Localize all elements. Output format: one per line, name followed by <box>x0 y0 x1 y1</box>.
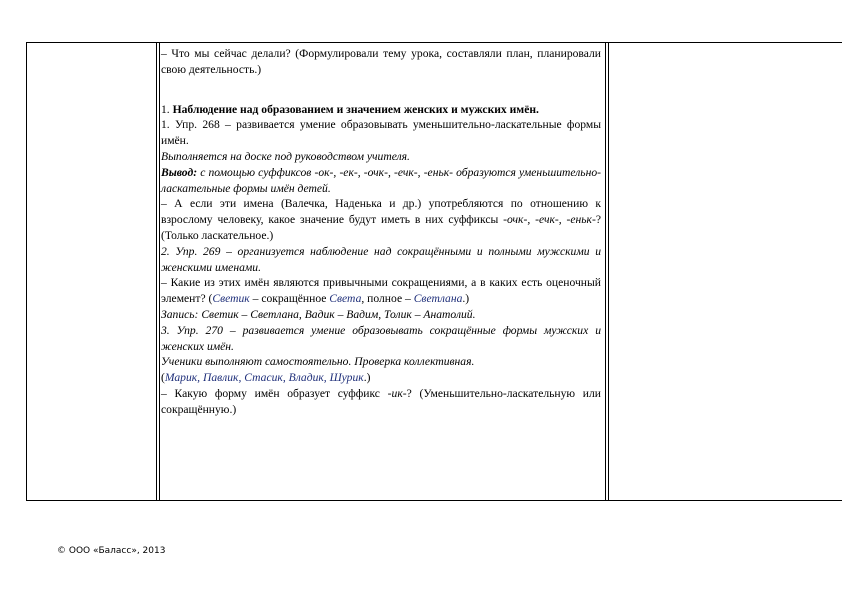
copyright-footer: © ООО «Баласс», 2013 <box>57 546 166 556</box>
column-divider <box>159 43 160 500</box>
exercise-268-note: Выполняется на доске под руководством учителя. <box>161 149 410 163</box>
lesson-content-cell <box>161 46 601 418</box>
column-divider <box>608 43 609 500</box>
exercise-270: 3. Упр. 270 – развивается умение образовывать сокращённые формы мужских и женских имён. <box>161 323 601 353</box>
exercise-270-note: Ученики выполняют самостоятельно. Проверка коллективная. <box>161 355 475 369</box>
column-divider <box>156 43 157 500</box>
conclusion: Вывод: с помощью суффиксов -ок-, -ек-, -очк-, -ечк-, -еньк- образуются уменьшительно-ласкательные формы имён детей. <box>161 165 601 195</box>
exercise-269: 2. Упр. 269 – организуется наблюдение над сокращёнными и полными мужскими и женскими именами. <box>161 244 601 274</box>
names-list: (Марик, Павлик, Стасик, Владик, Шурик.) <box>161 371 371 385</box>
exercise-268: 1. Упр. 268 – развивается умение образовывать уменьшительно-ласкательные формы имён. <box>161 118 601 148</box>
paragraph-question-1: – Что мы сейчас делали? (Формулировали тему урока, составляли план, планировали свою деятельность.) <box>161 47 601 76</box>
paragraph-question-3: – Какие из этих имён являются привычными сокращениями, а в каких есть оценочный элемент? (Светик – сокращённое Света, полное – Светлана.) <box>161 276 601 306</box>
column-divider <box>605 43 606 500</box>
paragraph-question-4: – Какую форму имён образует суффикс -ик-? (Уменьшительно-ласкательную или сокращённую.) <box>161 386 601 416</box>
record-line: Запись: Светик – Светлана, Вадик – Вадим, Толик – Анатолий. <box>161 307 476 321</box>
paragraph-question-2: – А если эти имена (Валечка, Наденька и др.) употребляются по отношению к взрослому человеку, какое значение будут иметь в них суффиксы -очк-, -ечк-, -еньк-? (Только ласкательное.) <box>161 197 601 242</box>
heading-observation: 1. Наблюдение над образованием и значением женских и мужских имён. <box>161 102 539 116</box>
